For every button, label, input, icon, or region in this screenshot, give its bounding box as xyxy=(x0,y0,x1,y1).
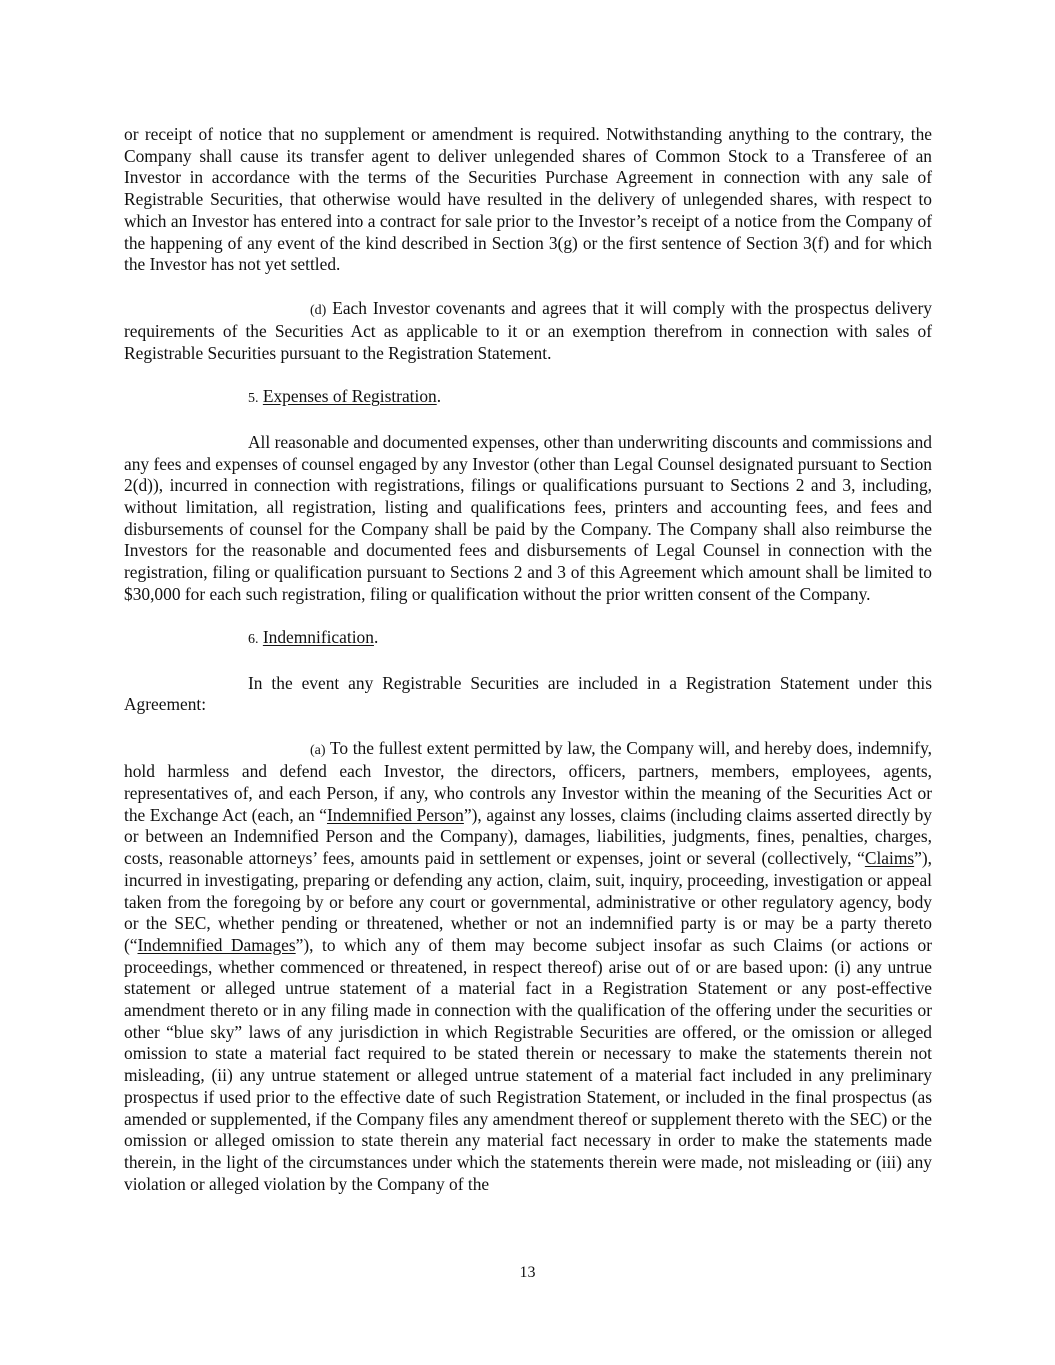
paragraph-6a xyxy=(124,738,932,1196)
paragraph-d-marker: (d) xyxy=(310,302,327,318)
section-5-number: 5. xyxy=(248,391,259,407)
section-6-number: 6. xyxy=(248,632,259,648)
paragraph-6a-text-4: ”), to which any of them may become subject insofar as such Claims (or actions or proceedings, whether commenced or threatened, in respect thereof) arise out of or are based upon: (i) any untrue statement or alleged untrue statement of a material fact in a Registration Statement or any post-effective amendment thereto or in any filing made in connection with the qualification of the offering under the securities or other “blue sky” laws of any jurisdiction in which Registrable Securities are offered, or the omission or alleged omission to state a material fact required to be stated therein or necessary to make the statements therein not misleading, (ii) any untrue statement or alleged untrue statement of a material fact included in any preliminary prospectus if used prior to the effective date of such Registration Statement, or included in the final prospectus (as amended or supplemented, if the Company files any amendment thereof or supplement thereto with the SEC) or the omission or alleged omission to state therein any material fact necessary in order to make the statements made therein, in the light of the circumstances under which the statements therein were made, not misleading or (iii) any violation or alleged violation by the Company of the xyxy=(124,934,932,1194)
paragraph-gap xyxy=(124,716,932,738)
continuation-paragraph: or receipt of notice that no supplement or amendment is required. Notwithstanding anything to the contrary, the Company shall cause its transfer agent to deliver unlegended shares of Common Stock to a Transferee of an Investor in accordance with the terms of the Securities Purchase Agreement in connection with any sale of Registrable Securities, that otherwise would have resulted in the delivery of unlegended shares, with respect to which an Investor has entered into a contract for sale prior to the Investor’s receipt of a notice from the Company of the happening of any event of the kind described in Section 3(g) or the first sentence of Section 3(f) and for which the Investor has not yet settled. xyxy=(124,124,932,275)
page-number: 13 xyxy=(519,1264,536,1281)
paragraph-gap xyxy=(124,605,932,627)
paragraph-d-text: Each Investor covenants and agrees that it will comply with the prospectus delivery requirements of the Securities Act as applicable to it or an exemption therefrom in connection with sales of Registrable Securities pursuant to the Registration Statement. xyxy=(124,297,932,364)
paragraph-6a-text-1: To the fullest extent permitted by law, the Company will, and hereby does, indemnify, hold harmless and defend each Investor, the directors, officers, partners, members, employees, agents, representatives of, and each Person, if any, who controls any Investor within the meaning of the Securities Act or the Exchange Act (each, an “ xyxy=(124,737,932,825)
section-6-title: Indemnification xyxy=(262,627,374,648)
paragraph-gap xyxy=(124,365,932,387)
defined-term-indemnified-person: Indemnified Person xyxy=(326,804,464,825)
section-6-intro: In the event any Registrable Securities are included in a Registration Statement under this Agreement: xyxy=(124,672,932,715)
paragraph-gap xyxy=(124,410,932,432)
section-5-title-suffix: . xyxy=(436,386,442,407)
defined-term-indemnified-damages: Indemnified Damages xyxy=(137,934,296,955)
section-6-heading xyxy=(124,627,932,651)
paragraph-6a-text-3: ”), incurred in investigating, preparing or defending any action, claim, suit, inquiry, proceeding, investigation or appeal taken from the foregoing by or before any court or governmental, administrative or other regulatory agency, body or the SEC, whether pending or threatened, whether or not an indemnified party is or may be a party thereto (“ xyxy=(124,848,932,955)
section-5-heading xyxy=(124,386,932,410)
section-5-title: Expenses of Registration xyxy=(262,386,437,407)
paragraph-gap xyxy=(124,651,932,673)
paragraph-d xyxy=(124,298,932,365)
paragraph-6a-text-2: ”), against any losses, claims (including claims asserted directly by or between an Indemnified Person and the Company), damages, liabilities, judgments, fines, penalties, charges, costs, reasonable attorneys’ fees, amounts paid in settlement or expenses, joint or several (collectively, “ xyxy=(124,804,932,869)
defined-term-claims: Claims xyxy=(864,848,915,869)
document-page xyxy=(124,124,932,1195)
paragraph-6a-marker: (a) xyxy=(310,742,326,758)
paragraph-gap xyxy=(124,276,932,298)
section-5-body: All reasonable and documented expenses, other than underwriting discounts and commissions and any fees and expenses of counsel engaged by any Investor (other than Legal Counsel designated pursuant to Section 2(d)), incurred in connection with registrations, filings or qualifications pursuant to Sections 2 and 3, including, without limitation, all registration, listing and qualifications fees, printers and accounting fees, and fees and disbursements of counsel for the Company shall be paid by the Company. The Company shall also reimburse the Investors for the reasonable and documented fees and disbursements of Legal Counsel in connection with the registration, filing or qualification pursuant to Sections 2 and 3 of this Agreement which amount shall be limited to $30,000 for each such registration, filing or qualification without the prior written consent of the Company. xyxy=(124,431,932,604)
section-6-title-suffix: . xyxy=(373,627,379,648)
